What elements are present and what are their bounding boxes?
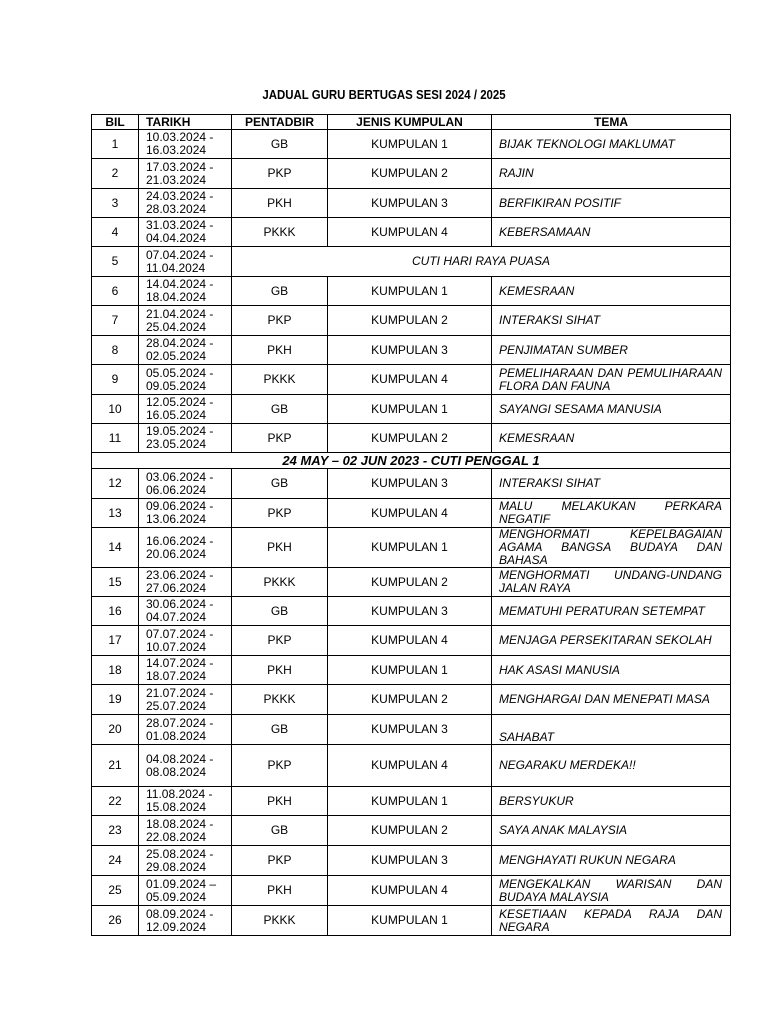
row-tarikh: 05.05.2024 - 09.05.2024	[139, 365, 232, 395]
row-pentadbir: GB	[232, 130, 328, 159]
row-pentadbir: PKKK	[232, 218, 328, 247]
row-tarikh: 17.03.2024 - 21.03.2024	[139, 159, 232, 189]
row-bil: 2	[92, 159, 139, 189]
row-tema: SAHABAT	[492, 715, 731, 745]
table-row	[92, 715, 731, 745]
table-row	[92, 130, 731, 159]
row-pentadbir: GB	[232, 395, 328, 424]
row-tema: SAYA ANAK MALAYSIA	[492, 816, 731, 846]
row-pentadbir: PKH	[232, 189, 328, 218]
table-row	[92, 656, 731, 685]
row-bil: 6	[92, 277, 139, 306]
row-bil: 12	[92, 469, 139, 499]
row-pentadbir: PKKK	[232, 906, 328, 936]
row-kumpulan: KUMPULAN 4	[328, 626, 492, 656]
row-tema: HAK ASASI MANUSIA	[492, 656, 731, 685]
table-row	[92, 159, 731, 189]
row-tarikh: 21.04.2024 - 25.04.2024	[139, 306, 232, 336]
row-pentadbir: GB	[232, 816, 328, 846]
header-tarikh: TARIKH	[139, 115, 232, 130]
row-kumpulan: KUMPULAN 4	[328, 745, 492, 787]
row-pentadbir: PKH	[232, 528, 328, 568]
row-tarikh: 18.08.2024 - 22.08.2024	[139, 816, 232, 846]
row-tema: MENGHORMATI UNDANG-UNDANG JALAN RAYA	[492, 568, 731, 597]
row-bil: 4	[92, 218, 139, 247]
row-tarikh: 28.07.2024 - 01.08.2024	[139, 715, 232, 745]
row-bil: 1	[92, 130, 139, 159]
table-row	[92, 218, 731, 247]
row-tema: INTERAKSI SIHAT	[492, 306, 731, 336]
row-kumpulan: KUMPULAN 4	[328, 499, 492, 528]
row-tema: MEMATUHI PERATURAN SETEMPAT	[492, 597, 731, 626]
row-pentadbir: PKP	[232, 499, 328, 528]
row-pentadbir: PKH	[232, 787, 328, 816]
row-tarikh: 07.07.2024 - 10.07.2024	[139, 626, 232, 656]
row-pentadbir: PKH	[232, 876, 328, 906]
row-bil: 11	[92, 424, 139, 453]
row-pentadbir: GB	[232, 715, 328, 745]
row-kumpulan: KUMPULAN 4	[328, 218, 492, 247]
row-tarikh: 08.09.2024 - 12.09.2024	[139, 906, 232, 936]
table-row	[92, 626, 731, 656]
row-bil: 25	[92, 876, 139, 906]
row-kumpulan: KUMPULAN 2	[328, 159, 492, 189]
row-bil: 15	[92, 568, 139, 597]
table-row	[92, 876, 731, 906]
row-kumpulan: KUMPULAN 3	[328, 336, 492, 365]
table-row	[92, 846, 731, 876]
row-bil: 26	[92, 906, 139, 936]
term-break-row	[92, 453, 731, 469]
row-pentadbir: PKKK	[232, 685, 328, 715]
table-row	[92, 685, 731, 715]
table-row	[92, 906, 731, 936]
row-bil: 24	[92, 846, 139, 876]
row-bil: 9	[92, 365, 139, 395]
row-bil: 22	[92, 787, 139, 816]
page-title: JADUAL GURU BERTUGAS SESI 2024 / 2025	[262, 87, 506, 102]
row-tarikh: 14.07.2024 - 18.07.2024	[139, 656, 232, 685]
row-tarikh: 16.06.2024 - 20.06.2024	[139, 528, 232, 568]
row-tema: MALU MELAKUKAN PERKARA NEGATIF	[492, 499, 731, 528]
row-tema: BERSYUKUR	[492, 787, 731, 816]
table-row	[92, 816, 731, 846]
row-kumpulan: KUMPULAN 1	[328, 395, 492, 424]
row-pentadbir: GB	[232, 597, 328, 626]
table-row	[92, 247, 731, 277]
row-bil: 20	[92, 715, 139, 745]
row-tarikh: 04.08.2024 - 08.08.2024	[139, 745, 232, 787]
table-row	[92, 365, 731, 395]
row-pentadbir: PKP	[232, 159, 328, 189]
row-bil: 3	[92, 189, 139, 218]
row-tema: INTERAKSI SIHAT	[492, 469, 731, 499]
row-tema: KEBERSAMAAN	[492, 218, 731, 247]
row-kumpulan: KUMPULAN 1	[328, 130, 492, 159]
row-tarikh: 31.03.2024 - 04.04.2024	[139, 218, 232, 247]
table-row	[92, 597, 731, 626]
row-tarikh: 10.03.2024 - 16.03.2024	[139, 130, 232, 159]
row-pentadbir: PKP	[232, 626, 328, 656]
row-tema: MENGHORMATI KEPELBAGAIAN AGAMA BANGSA BUDAYA DAN BAHASA	[492, 528, 731, 568]
table-row	[92, 277, 731, 306]
row-kumpulan: KUMPULAN 2	[328, 685, 492, 715]
header-bil: BIL	[92, 115, 139, 130]
row-tema: PENJIMATAN SUMBER	[492, 336, 731, 365]
row-pentadbir: GB	[232, 469, 328, 499]
row-kumpulan: KUMPULAN 1	[328, 528, 492, 568]
row-kumpulan: KUMPULAN 1	[328, 787, 492, 816]
table-row	[92, 189, 731, 218]
duty-schedule-table	[91, 114, 731, 936]
row-tarikh: 24.03.2024 - 28.03.2024	[139, 189, 232, 218]
row-kumpulan: KUMPULAN 1	[328, 656, 492, 685]
row-bil: 17	[92, 626, 139, 656]
row-pentadbir: PKP	[232, 424, 328, 453]
row-kumpulan: KUMPULAN 3	[328, 189, 492, 218]
term-break-label: 24 MAY – 02 JUN 2023 - CUTI PENGGAL 1	[92, 453, 731, 469]
table-body	[92, 130, 731, 936]
row-kumpulan: KUMPULAN 3	[328, 469, 492, 499]
table-row	[92, 306, 731, 336]
row-tarikh: 03.06.2024 - 06.06.2024	[139, 469, 232, 499]
row-pentadbir: PKP	[232, 846, 328, 876]
row-tema: MENJAGA PERSEKITARAN SEKOLAH	[492, 626, 731, 656]
row-kumpulan: KUMPULAN 2	[328, 424, 492, 453]
row-bil: 23	[92, 816, 139, 846]
row-bil: 19	[92, 685, 139, 715]
row-tema: BERFIKIRAN POSITIF	[492, 189, 731, 218]
row-tarikh: 19.05.2024 - 23.05.2024	[139, 424, 232, 453]
row-bil: 7	[92, 306, 139, 336]
row-kumpulan: KUMPULAN 4	[328, 876, 492, 906]
row-tarikh: 14.04.2024 - 18.04.2024	[139, 277, 232, 306]
row-kumpulan: KUMPULAN 1	[328, 277, 492, 306]
table-row	[92, 745, 731, 787]
header-pentadbir: PENTADBIR	[232, 115, 328, 130]
row-tema: MENGHAYATI RUKUN NEGARA	[492, 846, 731, 876]
row-pentadbir: PKKK	[232, 365, 328, 395]
row-tema: NEGARAKU MERDEKA!!	[492, 745, 731, 787]
row-tarikh: 25.08.2024 - 29.08.2024	[139, 846, 232, 876]
row-tarikh: 23.06.2024 - 27.06.2024	[139, 568, 232, 597]
row-kumpulan: KUMPULAN 2	[328, 568, 492, 597]
table-row	[92, 568, 731, 597]
row-tema: KESETIAAN KEPADA RAJA DAN NEGARA	[492, 906, 731, 936]
row-kumpulan: KUMPULAN 3	[328, 597, 492, 626]
table-row	[92, 395, 731, 424]
row-tema: MENGHARGAI DAN MENEPATI MASA	[492, 685, 731, 715]
header-tema: TEMA	[492, 115, 731, 130]
row-pentadbir: PKKK	[232, 568, 328, 597]
row-kumpulan: KUMPULAN 3	[328, 715, 492, 745]
row-bil: 5	[92, 247, 139, 277]
row-pentadbir: PKH	[232, 656, 328, 685]
table-row	[92, 528, 731, 568]
row-tarikh: 21.07.2024 - 25.07.2024	[139, 685, 232, 715]
row-tarikh: 09.06.2024 - 13.06.2024	[139, 499, 232, 528]
table-row	[92, 469, 731, 499]
row-tema: RAJIN	[492, 159, 731, 189]
table-row	[92, 499, 731, 528]
row-tema: KEMESRAAN	[492, 424, 731, 453]
row-pentadbir: PKH	[232, 336, 328, 365]
row-bil: 18	[92, 656, 139, 685]
row-bil: 16	[92, 597, 139, 626]
row-tema: PEMELIHARAAN DAN PEMULIHARAAN FLORA DAN FAUNA	[492, 365, 731, 395]
row-tarikh: 28.04.2024 - 02.05.2024	[139, 336, 232, 365]
table-row	[92, 424, 731, 453]
row-tema: MENGEKALKAN WARISAN DAN BUDAYA MALAYSIA	[492, 876, 731, 906]
header-row	[92, 115, 731, 130]
header-jenis-kumpulan: JENIS KUMPULAN	[328, 115, 492, 130]
row-pentadbir: PKP	[232, 745, 328, 787]
row-tema: SAYANGI SESAMA MANUSIA	[492, 395, 731, 424]
row-tema: BIJAK TEKNOLOGI MAKLUMAT	[492, 130, 731, 159]
row-pentadbir: PKP	[232, 306, 328, 336]
row-kumpulan: KUMPULAN 2	[328, 306, 492, 336]
row-kumpulan: KUMPULAN 3	[328, 846, 492, 876]
row-tarikh: 07.04.2024 - 11.04.2024	[139, 247, 232, 277]
row-tarikh: 30.06.2024 - 04.07.2024	[139, 597, 232, 626]
row-bil: 14	[92, 528, 139, 568]
row-kumpulan: KUMPULAN 4	[328, 365, 492, 395]
row-bil: 10	[92, 395, 139, 424]
row-kumpulan: KUMPULAN 2	[328, 816, 492, 846]
row-bil: 13	[92, 499, 139, 528]
row-holiday: CUTI HARI RAYA PUASA	[232, 247, 731, 277]
row-bil: 21	[92, 745, 139, 787]
row-tarikh: 11.08.2024 - 15.08.2024	[139, 787, 232, 816]
row-tarikh: 12.05.2024 - 16.05.2024	[139, 395, 232, 424]
row-bil: 8	[92, 336, 139, 365]
row-tarikh: 01.09.2024 – 05.09.2024	[139, 876, 232, 906]
table-row	[92, 336, 731, 365]
row-pentadbir: GB	[232, 277, 328, 306]
table-row	[92, 787, 731, 816]
row-tema: KEMESRAAN	[492, 277, 731, 306]
row-kumpulan: KUMPULAN 1	[328, 906, 492, 936]
